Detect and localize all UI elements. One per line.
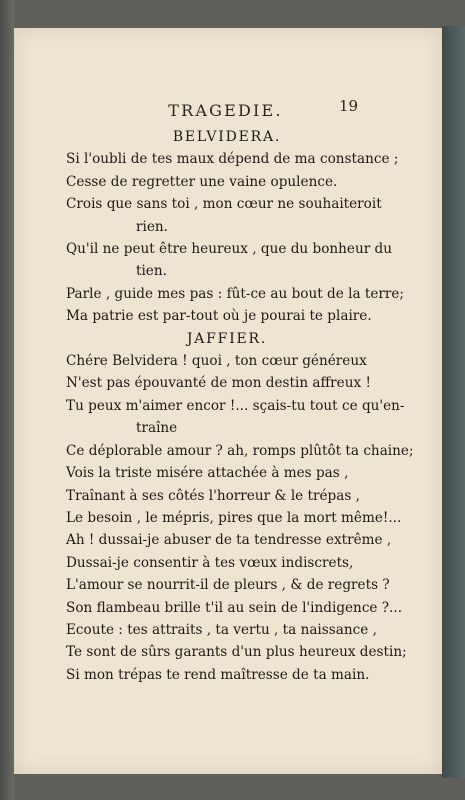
verse-line: traîne bbox=[136, 420, 178, 437]
verse-line: Ce déplorable amour ? ah, romps plûtôt ta chaine; bbox=[66, 442, 414, 459]
verse-line: Ma patrie est par-tout où je pourai te plaire. bbox=[66, 308, 372, 325]
book-page bbox=[14, 28, 442, 774]
verse-line: Traînant à ses côtés l'horreur & le trépas , bbox=[66, 487, 360, 504]
speaker-name: BELVIDERA. bbox=[172, 129, 282, 145]
speaker-name: JAFFIER. bbox=[186, 330, 268, 347]
verse-line: Ecoute : tes attraits , ta vertu , ta naissance , bbox=[66, 621, 377, 638]
verse-line: Te sont de sûrs garants d'un plus heureux destin; bbox=[66, 644, 407, 661]
page-header bbox=[14, 97, 442, 121]
verse-line: Qu'il ne peut être heureux , que du bonheur du bbox=[66, 241, 392, 258]
verse-line: Dussai-je consentir à tes vœux indiscrets, bbox=[66, 554, 354, 571]
verse-line: Parle , guide mes pas : fût-ce au bout de la terre; bbox=[66, 285, 404, 302]
page-number: 19 bbox=[339, 97, 359, 115]
verse-line: Si mon trépas te rend maîtresse de ta main. bbox=[66, 666, 370, 683]
book-gutter bbox=[0, 0, 14, 800]
verse-line: Le besoin , le mépris, pires que la mort même!... bbox=[66, 509, 402, 526]
verse-line: Si l'oubli de tes maux dépend de ma constance ; bbox=[66, 151, 399, 168]
verse-line: Cesse de regretter une vaine opulence. bbox=[66, 173, 338, 190]
verse-line: L'amour se nourrit-il de pleurs , & de regrets ? bbox=[66, 577, 390, 594]
verse-line: rien. bbox=[136, 218, 168, 235]
verse-line: Ah ! dussai-je abuser de ta tendresse extrême , bbox=[66, 532, 392, 549]
verse-text-block bbox=[66, 126, 414, 686]
verse-line: Vois la triste misére attachée à mes pas , bbox=[66, 465, 349, 482]
verse-line: N'est pas épouvanté de mon destin affreux ! bbox=[66, 375, 371, 392]
running-title: TRAGEDIE. bbox=[168, 101, 283, 120]
verse-line: Tu peux m'aimer encor !... sçais-tu tout ce qu'en- bbox=[66, 397, 405, 414]
verse-line: tien. bbox=[136, 263, 167, 280]
verse-line: Son flambeau brille t'il au sein de l'indigence ?... bbox=[66, 599, 403, 616]
verse-line: Chére Belvidera ! quoi , ton cœur généreux bbox=[66, 353, 367, 370]
verse-line: Crois que sans toi , mon cœur ne souhaiteroit bbox=[66, 196, 382, 213]
page-edge-shadow bbox=[442, 26, 465, 778]
